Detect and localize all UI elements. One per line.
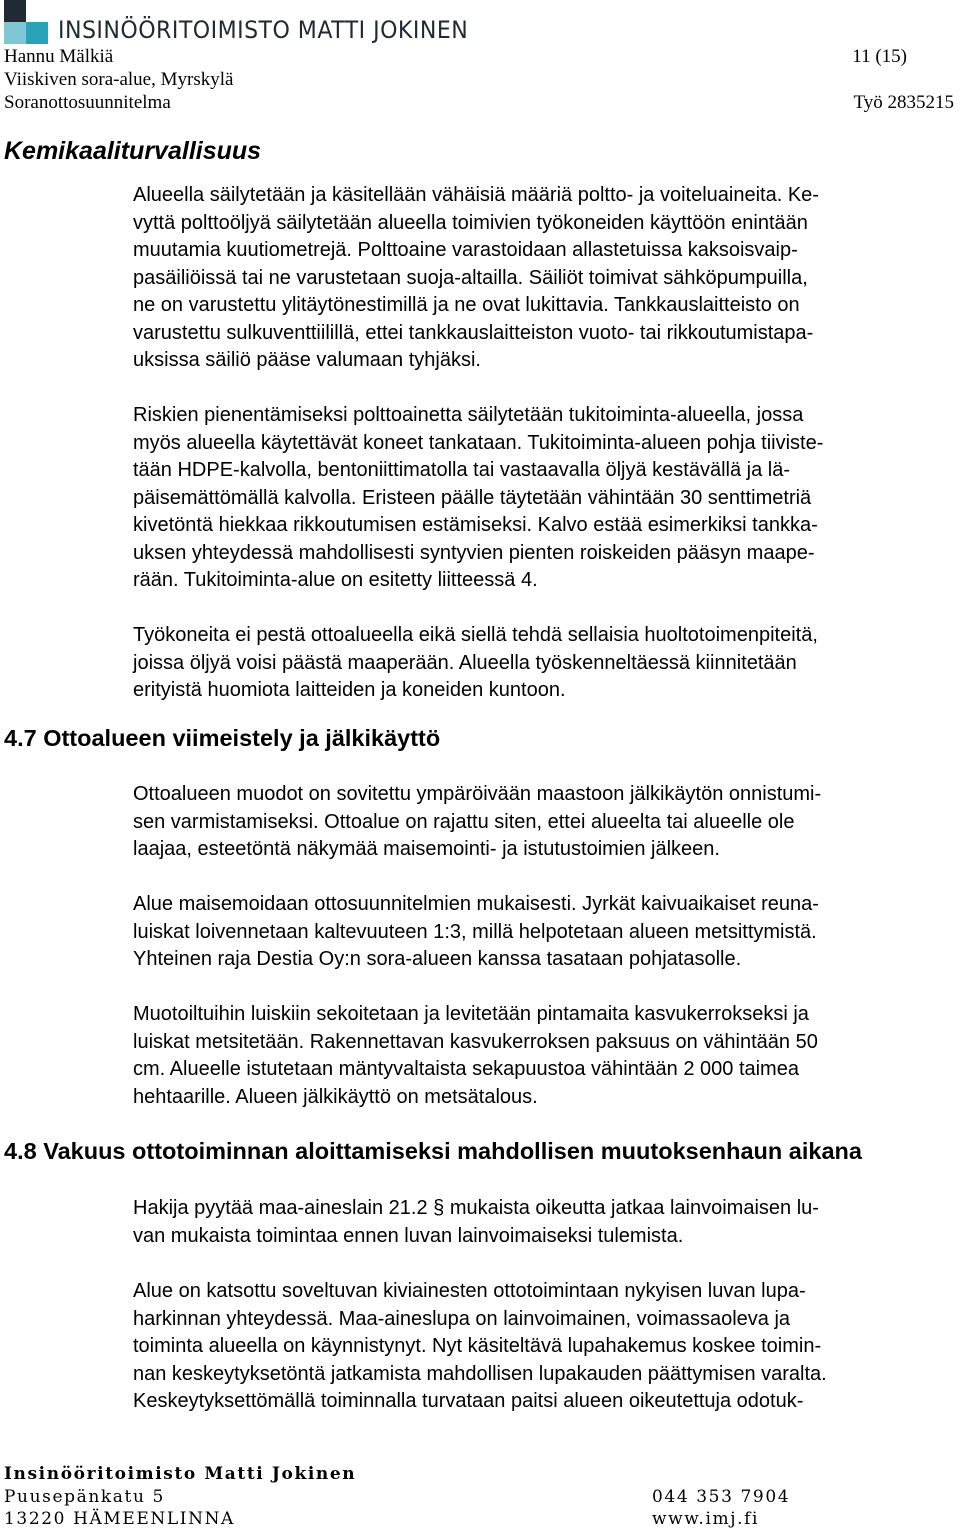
paragraph-line: toiminta alueella on käynnistynyt. Nyt käsiteltävä lupahakemus koskee toimin- bbox=[133, 1335, 822, 1357]
paragraph-line: myös alueella käytettävät koneet tankataan. Tukitoiminta-alueen pohja tiiviste- bbox=[133, 431, 824, 454]
paragraph bbox=[133, 622, 955, 705]
document-type: Soranottosuunnitelma bbox=[4, 92, 171, 113]
paragraph-line: Hakija pyytää maa-aineslain 21.2 § mukaista oikeutta jatkaa lainvoimaisen lu- bbox=[133, 1197, 819, 1219]
paragraph-line: Alue on katsottu soveltuvan kiviainesten ottotoimintaan nykyisen luvan lupa- bbox=[133, 1280, 806, 1302]
heading-4-8: 4.8 Vakuus ottotoiminnan aloittamiseksi mahdollisen muutoksenhaun aikana bbox=[4, 1138, 862, 1164]
paragraph-line: Riskien pienentämiseksi polttoainetta säilytetään tukitoiminta-alueella, jossa bbox=[133, 404, 804, 426]
paragraph-line: Ottoalueen muodot on sovitettu ympäröivään maastoon jälkikäytön onnistumi- bbox=[133, 783, 822, 805]
paragraph-line: muutamia kuutiometrejä. Polttoaine varastoidaan allastetuissa kaksoisvaip- bbox=[133, 239, 798, 261]
paragraph-line: kivetöntä hiekkaa rikkoutumisen estämiseksi. Kalvo estää esimerkiksi tankka- bbox=[133, 514, 818, 536]
paragraph-line: Muotoiltuihin luiskiin sekoitetaan ja levitetään pintamaita kasvukerrokseksi ja bbox=[133, 1003, 809, 1025]
paragraph bbox=[133, 781, 955, 864]
paragraph-line: ne on varustettu ylitäytönestimillä ja ne ovat lukittavia. Tankkauslaitteisto on bbox=[133, 294, 800, 316]
paragraph-line: sen varmistamiseksi. Ottoalue on rajattu siten, ettei alueelta tai alueelle ole bbox=[133, 810, 795, 833]
project-name: Viiskiven sora-alue, Myrskylä bbox=[4, 69, 234, 90]
footer-street: Puusepänkatu 5 bbox=[4, 1487, 165, 1507]
author: Hannu Mälkiä bbox=[4, 46, 114, 67]
paragraph bbox=[133, 182, 955, 375]
paragraph-line: rään. Tukitoiminta-alue on esitetty liitteessä 4. bbox=[133, 569, 538, 591]
paragraph-line: uksen yhteydessä mahdollisesti syntyvien pienten roiskeiden pääsyn maape- bbox=[133, 541, 815, 564]
company-logo bbox=[4, 0, 469, 44]
paragraph-line: harkinnan yhteydessä. Maa-aineslupa on lainvoimainen, voimassaoleva ja bbox=[133, 1307, 791, 1330]
footer-web: www.imj.fi bbox=[652, 1509, 760, 1529]
paragraph-line: uksissa säiliö pääse valumaan tyhjäksi. bbox=[133, 349, 481, 371]
paragraph-line: van mukaista toimintaa ennen luvan lainvoimaiseksi tulemista. bbox=[133, 1224, 684, 1247]
footer-city: 13220 HÄMEENLINNA bbox=[4, 1509, 235, 1529]
paragraph-line: hehtaarille. Alueen jälkikäyttö on metsätalous. bbox=[133, 1085, 538, 1108]
paragraph-line: päisemättömällä kalvolla. Eristeen päälle täytetään vähintään 30 senttimetriä bbox=[133, 486, 812, 509]
paragraph-line: joissa öljyä voisi päästä maaperään. Alueella työskenneltäessä kiinnitetään bbox=[133, 651, 797, 674]
paragraph-line: cm. Alueelle istutetaan mäntyvaltaista sekapuustoa vähintään 2 000 taimea bbox=[133, 1058, 799, 1080]
paragraph-line: Alueella säilytetään ja käsitellään vähäisiä määriä poltto- ja voiteluaineita. Ke- bbox=[133, 184, 819, 206]
company-logo-text: INSINÖÖRITOIMISTO MATTI JOKINEN bbox=[58, 16, 469, 44]
paragraph bbox=[133, 402, 955, 595]
footer-company: Insinööritoimisto Matti Jokinen bbox=[4, 1464, 357, 1484]
footer-phone: 044 353 7904 bbox=[652, 1487, 791, 1507]
heading-4-7: 4.7 Ottoalueen viimeistely ja jälkikäyttö bbox=[4, 725, 441, 751]
paragraph bbox=[133, 1001, 955, 1111]
paragraph bbox=[133, 891, 955, 974]
paragraph bbox=[133, 1195, 955, 1250]
paragraph-line: nan keskeytyksetöntä jatkamista mahdollisen lupakauden päättymisen varalta. bbox=[133, 1362, 827, 1385]
paragraph-line: vyttä polttoöljyä säilytetään alueella toimivien työkoneiden käyttöön enintään bbox=[133, 211, 808, 234]
paragraph-line: varustettu sulkuventtiilillä, ettei tankkauslaitteiston vuoto- tai rikkoutumistapa- bbox=[133, 321, 814, 344]
paragraph-line: luiskat metsitetään. Rakennettavan kasvukerroksen paksuus on vähintään 50 bbox=[133, 1030, 818, 1053]
paragraph-line: pasäiliöissä tai ne varustetaan suoja-altailla. Säiliöt toimivat sähköpumpuilla, bbox=[133, 266, 808, 289]
page-number: 11 (15) bbox=[852, 46, 907, 67]
paragraph-line: laajaa, esteetöntä näkymää maisemointi- ja istutustoimien jälkeen. bbox=[133, 838, 720, 860]
paragraph-line: Keskeytyksettömällä toiminnalla turvataan paitsi alueen oikeutettuja odotuk- bbox=[133, 1390, 804, 1412]
paragraph-line: luiskat loivennetaan kaltevuuteen 1:3, millä helpotetaan alueen metsittymistä. bbox=[133, 920, 817, 943]
company-logo-mark-icon bbox=[4, 0, 48, 44]
job-number: Työ 2835215 bbox=[853, 92, 954, 113]
paragraph-line: Työkoneita ei pestä ottoalueella eikä siellä tehdä sellaisia huoltotoimenpiteitä, bbox=[133, 624, 818, 646]
section-title-chemical-safety: Kemikaaliturvallisuus bbox=[4, 137, 262, 165]
paragraph-line: erityistä huomiota laitteiden ja koneiden kuntoon. bbox=[133, 679, 566, 701]
paragraph bbox=[133, 1278, 955, 1416]
paragraph-line: Yhteinen raja Destia Oy:n sora-alueen kanssa tasataan pohjatasolle. bbox=[133, 948, 742, 970]
paragraph-line: tään HDPE-kalvolla, bentoniittimatolla tai vastaavalla öljyä kestävällä ja lä- bbox=[133, 459, 790, 481]
paragraph-line: Alue maisemoidaan ottosuunnitelmien mukaisesti. Jyrkät kaivuaikaiset reuna- bbox=[133, 893, 819, 915]
